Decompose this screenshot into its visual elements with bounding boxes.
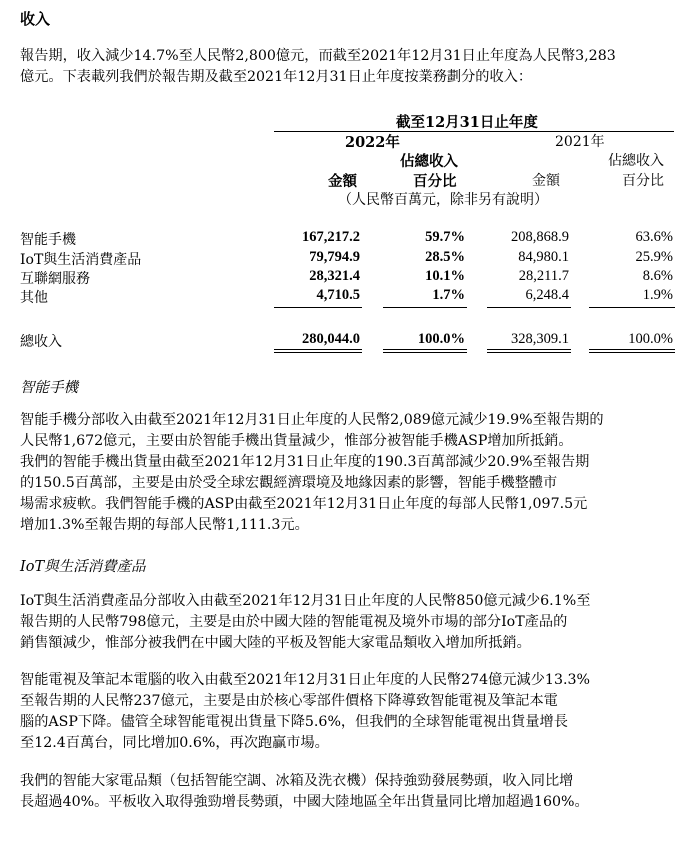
row-label: 智能手機 xyxy=(20,232,76,248)
paragraph-line: 至12.4百萬台，同比增加0.6%，再次跑贏市場。 xyxy=(20,735,329,751)
paragraph-line: 腦的ASP下降。儘管全球智能電視出貨量下降5.6%，但我們的全球智能電視出貨量增長 xyxy=(20,714,568,730)
pct-2022: 10.1% xyxy=(425,268,465,284)
total-amount-2021: 328,309.1 xyxy=(511,331,569,347)
year-2022-header: 2022年 xyxy=(345,134,400,151)
pct-2022: 59.7% xyxy=(425,229,465,245)
iot-paragraph-1 xyxy=(20,591,590,654)
paragraph-line: 場需求疲軟。我們智能手機的ASP由截至2021年12月31日止年度的每部人民幣1,097.5元 xyxy=(20,496,588,512)
unit-note: （人民幣百萬元，除非另有說明） xyxy=(338,192,548,208)
amount-2021: 84,980.1 xyxy=(518,249,569,265)
total-double-rule xyxy=(274,349,362,353)
year-2021-header: 2021年 xyxy=(555,134,605,150)
amount-2021: 208,868.9 xyxy=(511,229,569,245)
pct-2021: 1.9% xyxy=(642,287,673,303)
total-amount-2022: 280,044.0 xyxy=(302,331,360,347)
total-double-rule xyxy=(589,349,675,353)
paragraph-line: 長超過40%。平板收入取得強勁增長勢頭，中國大陸地區全年出貨量同比增加超過160%。 xyxy=(20,794,589,810)
total-double-rule xyxy=(383,349,467,353)
amount-2022: 28,321.4 xyxy=(309,268,360,284)
total-pct-2022: 100.0% xyxy=(417,331,465,347)
pct-label-2022-line2: 百分比 xyxy=(413,173,457,190)
pct-label-2022-line1: 佔總收入 xyxy=(400,153,458,170)
pct-label-2021-line1: 佔總收入 xyxy=(608,153,664,169)
pct-2022: 28.5% xyxy=(425,249,465,265)
iot-paragraph-3 xyxy=(20,771,589,813)
total-double-rule xyxy=(487,349,571,353)
amount-2022: 167,217.2 xyxy=(302,229,360,245)
pct-2022: 1.7% xyxy=(432,287,465,303)
intro-line: 億元。下表載列我們於報告期及截至2021年12月31日止年度按業務劃分的收入： xyxy=(20,69,533,85)
row-label: 其他 xyxy=(20,290,48,306)
period-header: 截至12月31日止年度 xyxy=(396,114,538,131)
amount-2022: 4,710.5 xyxy=(316,287,360,303)
paragraph-line: 人民幣1,672億元，主要由於智能手機出貨量減少，惟部分被智能手機ASP增加所抵銷。 xyxy=(20,433,573,449)
total-pct-2021: 100.0% xyxy=(628,331,673,347)
pct-2021: 8.6% xyxy=(642,268,673,284)
intro-paragraph xyxy=(20,46,616,88)
paragraph-line: 增加1.3%至報告期的每部人民幣1,111.3元。 xyxy=(20,517,309,533)
amount-2021: 28,211.7 xyxy=(518,268,569,284)
subtotal-rule xyxy=(274,307,362,308)
paragraph-line: 智能手機分部收入由截至2021年12月31日止年度的人民幣2,089億元減少19.9%至報告期的 xyxy=(20,412,604,428)
paragraph-line: 我們的智能大家電品類（包括智能空調、冰箱及洗衣機）保持強勁發展勢頭，收入同比增 xyxy=(20,773,574,789)
total-label: 總收入 xyxy=(20,334,62,350)
iot-paragraph-2 xyxy=(20,670,590,754)
paragraph-line: 銷售額減少，惟部分被我們在中國大陸的平板及智能大家電品類收入增加所抵銷。 xyxy=(20,635,531,651)
iot-heading: IoT與生活消費產品 xyxy=(20,559,146,575)
paragraph-line: 智能電視及筆記本電腦的收入由截至2021年12月31日止年度的人民幣274億元減少13.3% xyxy=(20,672,590,688)
amount-label-2022: 金額 xyxy=(328,173,357,190)
section-title: 收入 xyxy=(20,10,51,28)
subtotal-rule xyxy=(383,307,467,308)
paragraph-line: 的150.5百萬部，主要是由於受全球宏觀經濟環境及地緣因素的影響，智能手機整體市 xyxy=(20,475,558,491)
amount-label-2021: 金額 xyxy=(532,173,560,189)
paragraph-line: IoT與生活消費產品分部收入由截至2021年12月31日止年度的人民幣850億元減少6.1%至 xyxy=(20,593,591,609)
row-label: IoT與生活消費產品 xyxy=(20,252,142,268)
row-label: 互聯網服務 xyxy=(20,271,90,287)
paragraph-line: 至報告期的人民幣237億元，主要是由於核心零部件價格下降導致智能電視及筆記本電 xyxy=(20,693,558,709)
smartphone-heading: 智能手機 xyxy=(20,380,78,396)
amount-2021: 6,248.4 xyxy=(525,287,569,303)
subtotal-rule xyxy=(589,307,675,308)
pct-label-2021-line2: 百分比 xyxy=(622,173,664,189)
amount-2022: 79,794.9 xyxy=(309,249,360,265)
paragraph-line: 我們的智能手機出貨量由截至2021年12月31日止年度的190.3百萬部減少20.9%至報告期 xyxy=(20,454,590,470)
pct-2021: 63.6% xyxy=(635,229,673,245)
subtotal-rule xyxy=(487,307,571,308)
intro-line: 報告期，收入減少14.7%至人民幣2,800億元，而截至2021年12月31日止年度為人民幣3,283 xyxy=(20,48,616,64)
pct-2021: 25.9% xyxy=(635,249,673,265)
paragraph-line: 報告期的人民幣798億元，主要是由於中國大陸的智能電視及境外市場的部分IoT產品的 xyxy=(20,614,568,630)
smartphone-paragraph xyxy=(20,410,604,536)
header-rule xyxy=(274,131,674,132)
